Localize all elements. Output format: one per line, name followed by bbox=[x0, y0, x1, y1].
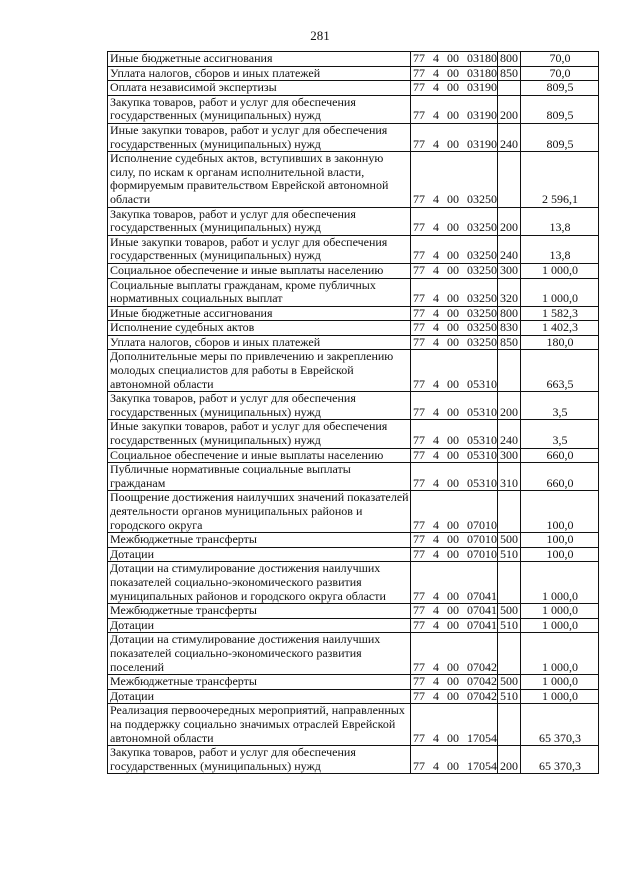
expense-name-cell: Публичные нормативные социальные выплаты гражданам bbox=[108, 463, 411, 491]
table-row bbox=[108, 547, 599, 562]
amount-cell: 660,0 bbox=[521, 448, 599, 463]
expense-type-cell: 850 bbox=[498, 66, 521, 81]
target-article-code-cell: 77 4 00 05310 bbox=[411, 448, 498, 463]
table-row bbox=[108, 392, 599, 420]
table-row bbox=[108, 746, 599, 774]
target-article-code-cell: 77 4 00 05310 bbox=[411, 420, 498, 448]
target-article-code-cell: 77 4 00 03180 bbox=[411, 52, 498, 67]
table-row bbox=[108, 533, 599, 548]
table-row bbox=[108, 321, 599, 336]
amount-cell: 13,8 bbox=[521, 207, 599, 235]
table-row bbox=[108, 81, 599, 96]
target-article-code-cell: 77 4 00 17054 bbox=[411, 704, 498, 746]
budget-table bbox=[107, 51, 599, 774]
expense-type-cell: 850 bbox=[498, 335, 521, 350]
amount-cell: 180,0 bbox=[521, 335, 599, 350]
table-row bbox=[108, 95, 599, 123]
expense-name-cell: Закупка товаров, работ и услуг для обеспечения государственных (муниципальных) нужд bbox=[108, 207, 411, 235]
amount-cell: 809,5 bbox=[521, 123, 599, 151]
target-article-code-cell: 77 4 00 03250 bbox=[411, 235, 498, 263]
amount-cell: 2 596,1 bbox=[521, 152, 599, 207]
table-row bbox=[108, 263, 599, 278]
table-row bbox=[108, 675, 599, 690]
expense-type-cell: 500 bbox=[498, 604, 521, 619]
expense-name-cell: Дополнительные меры по привлечению и закреплению молодых специалистов для работы в Еврейской автономной области bbox=[108, 350, 411, 392]
expense-name-cell: Социальное обеспечение и иные выплаты населению bbox=[108, 263, 411, 278]
table-row bbox=[108, 306, 599, 321]
expense-type-cell: 240 bbox=[498, 420, 521, 448]
expense-name-cell: Уплата налогов, сборов и иных платежей bbox=[108, 66, 411, 81]
expense-name-cell: Социальные выплаты гражданам, кроме публичных нормативных социальных выплат bbox=[108, 278, 411, 306]
expense-type-cell bbox=[498, 350, 521, 392]
expense-name-cell: Иные бюджетные ассигнования bbox=[108, 306, 411, 321]
expense-name-cell: Дотации bbox=[108, 618, 411, 633]
expense-name-cell: Дотации на стимулирование достижения наилучших показателей социально-экономического развития поселений bbox=[108, 633, 411, 675]
table-row bbox=[108, 704, 599, 746]
table-row bbox=[108, 66, 599, 81]
expense-name-cell: Социальное обеспечение и иные выплаты населению bbox=[108, 448, 411, 463]
target-article-code-cell: 77 4 00 07042 bbox=[411, 689, 498, 704]
amount-cell: 65 370,3 bbox=[521, 746, 599, 774]
expense-type-cell: 800 bbox=[498, 52, 521, 67]
target-article-code-cell: 77 4 00 07042 bbox=[411, 633, 498, 675]
table-row bbox=[108, 152, 599, 207]
expense-type-cell bbox=[498, 152, 521, 207]
table-row bbox=[108, 335, 599, 350]
target-article-code-cell: 77 4 00 03180 bbox=[411, 66, 498, 81]
expense-name-cell: Дотации bbox=[108, 689, 411, 704]
target-article-code-cell: 77 4 00 07041 bbox=[411, 604, 498, 619]
amount-cell: 100,0 bbox=[521, 547, 599, 562]
table-row bbox=[108, 618, 599, 633]
amount-cell: 1 000,0 bbox=[521, 689, 599, 704]
expense-type-cell: 510 bbox=[498, 689, 521, 704]
expense-name-cell: Исполнение судебных актов, вступивших в законную силу, по искам к органам исполнительной власти, формируемым правительством Еврейской автономной области bbox=[108, 152, 411, 207]
amount-cell: 1 000,0 bbox=[521, 278, 599, 306]
expense-name-cell: Закупка товаров, работ и услуг для обеспечения государственных (муниципальных) нужд bbox=[108, 392, 411, 420]
amount-cell: 660,0 bbox=[521, 463, 599, 491]
expense-type-cell: 320 bbox=[498, 278, 521, 306]
expense-type-cell bbox=[498, 633, 521, 675]
amount-cell: 3,5 bbox=[521, 392, 599, 420]
budget-table-body bbox=[108, 52, 599, 774]
amount-cell: 809,5 bbox=[521, 95, 599, 123]
amount-cell: 3,5 bbox=[521, 420, 599, 448]
table-row bbox=[108, 207, 599, 235]
target-article-code-cell: 77 4 00 07042 bbox=[411, 675, 498, 690]
expense-type-cell: 240 bbox=[498, 235, 521, 263]
amount-cell: 1 402,3 bbox=[521, 321, 599, 336]
expense-type-cell: 510 bbox=[498, 618, 521, 633]
table-row bbox=[108, 633, 599, 675]
expense-type-cell: 200 bbox=[498, 392, 521, 420]
target-article-code-cell: 77 4 00 07010 bbox=[411, 491, 498, 533]
expense-type-cell: 500 bbox=[498, 533, 521, 548]
expense-type-cell: 310 bbox=[498, 463, 521, 491]
table-row bbox=[108, 604, 599, 619]
expense-type-cell bbox=[498, 81, 521, 96]
amount-cell: 100,0 bbox=[521, 491, 599, 533]
target-article-code-cell: 77 4 00 05310 bbox=[411, 392, 498, 420]
expense-name-cell: Иные закупки товаров, работ и услуг для обеспечения государственных (муниципальных) нужд bbox=[108, 235, 411, 263]
expense-name-cell: Исполнение судебных актов bbox=[108, 321, 411, 336]
target-article-code-cell: 77 4 00 07041 bbox=[411, 562, 498, 604]
target-article-code-cell: 77 4 00 03250 bbox=[411, 152, 498, 207]
expense-type-cell: 800 bbox=[498, 306, 521, 321]
amount-cell: 663,5 bbox=[521, 350, 599, 392]
table-row bbox=[108, 689, 599, 704]
amount-cell: 70,0 bbox=[521, 52, 599, 67]
table-row bbox=[108, 235, 599, 263]
expense-type-cell: 200 bbox=[498, 746, 521, 774]
table-row bbox=[108, 350, 599, 392]
expense-name-cell: Реализация первоочередных мероприятий, направленных на поддержку социально значимых отраслей Еврейской автономной области bbox=[108, 704, 411, 746]
amount-cell: 13,8 bbox=[521, 235, 599, 263]
amount-cell: 70,0 bbox=[521, 66, 599, 81]
target-article-code-cell: 77 4 00 05310 bbox=[411, 463, 498, 491]
expense-type-cell: 830 bbox=[498, 321, 521, 336]
amount-cell: 1 000,0 bbox=[521, 675, 599, 690]
target-article-code-cell: 77 4 00 03190 bbox=[411, 81, 498, 96]
target-article-code-cell: 77 4 00 07010 bbox=[411, 533, 498, 548]
amount-cell: 100,0 bbox=[521, 533, 599, 548]
table-row bbox=[108, 463, 599, 491]
page-number: 281 bbox=[310, 28, 330, 43]
amount-cell: 1 000,0 bbox=[521, 263, 599, 278]
expense-name-cell: Межбюджетные трансферты bbox=[108, 604, 411, 619]
amount-cell: 1 582,3 bbox=[521, 306, 599, 321]
amount-cell: 1 000,0 bbox=[521, 618, 599, 633]
target-article-code-cell: 77 4 00 03250 bbox=[411, 321, 498, 336]
amount-cell: 809,5 bbox=[521, 81, 599, 96]
target-article-code-cell: 77 4 00 07041 bbox=[411, 618, 498, 633]
target-article-code-cell: 77 4 00 03250 bbox=[411, 278, 498, 306]
target-article-code-cell: 77 4 00 03190 bbox=[411, 123, 498, 151]
expense-type-cell: 200 bbox=[498, 95, 521, 123]
expense-name-cell: Дотации bbox=[108, 547, 411, 562]
target-article-code-cell: 77 4 00 03250 bbox=[411, 207, 498, 235]
table-row bbox=[108, 448, 599, 463]
expense-type-cell bbox=[498, 562, 521, 604]
expense-name-cell: Закупка товаров, работ и услуг для обеспечения государственных (муниципальных) нужд bbox=[108, 95, 411, 123]
expense-type-cell bbox=[498, 704, 521, 746]
table-row bbox=[108, 562, 599, 604]
expense-name-cell: Иные закупки товаров, работ и услуг для обеспечения государственных (муниципальных) нужд bbox=[108, 123, 411, 151]
target-article-code-cell: 77 4 00 03190 bbox=[411, 95, 498, 123]
expense-name-cell: Межбюджетные трансферты bbox=[108, 533, 411, 548]
expense-name-cell: Межбюджетные трансферты bbox=[108, 675, 411, 690]
table-row bbox=[108, 420, 599, 448]
table-row bbox=[108, 278, 599, 306]
expense-name-cell: Поощрение достижения наилучших значений показателей деятельности органов муниципальных районов и городского округа bbox=[108, 491, 411, 533]
target-article-code-cell: 77 4 00 03250 bbox=[411, 263, 498, 278]
expense-name-cell: Иные закупки товаров, работ и услуг для обеспечения государственных (муниципальных) нужд bbox=[108, 420, 411, 448]
expense-name-cell: Дотации на стимулирование достижения наилучших показателей социально-экономического развития муниципальных районов и городского округа области bbox=[108, 562, 411, 604]
target-article-code-cell: 77 4 00 03250 bbox=[411, 335, 498, 350]
table-row bbox=[108, 491, 599, 533]
expense-name-cell: Уплата налогов, сборов и иных платежей bbox=[108, 335, 411, 350]
expense-type-cell: 300 bbox=[498, 448, 521, 463]
amount-cell: 1 000,0 bbox=[521, 633, 599, 675]
expense-type-cell: 200 bbox=[498, 207, 521, 235]
expense-name-cell: Закупка товаров, работ и услуг для обеспечения государственных (муниципальных) нужд bbox=[108, 746, 411, 774]
expense-type-cell: 240 bbox=[498, 123, 521, 151]
target-article-code-cell: 77 4 00 07010 bbox=[411, 547, 498, 562]
expense-type-cell bbox=[498, 491, 521, 533]
expense-name-cell: Иные бюджетные ассигнования bbox=[108, 52, 411, 67]
target-article-code-cell: 77 4 00 03250 bbox=[411, 306, 498, 321]
expense-type-cell: 510 bbox=[498, 547, 521, 562]
expense-type-cell: 300 bbox=[498, 263, 521, 278]
table-row bbox=[108, 52, 599, 67]
target-article-code-cell: 77 4 00 17054 bbox=[411, 746, 498, 774]
amount-cell: 65 370,3 bbox=[521, 704, 599, 746]
expense-type-cell: 500 bbox=[498, 675, 521, 690]
amount-cell: 1 000,0 bbox=[521, 604, 599, 619]
table-row bbox=[108, 123, 599, 151]
target-article-code-cell: 77 4 00 05310 bbox=[411, 350, 498, 392]
expense-name-cell: Оплата независимой экспертизы bbox=[108, 81, 411, 96]
amount-cell: 1 000,0 bbox=[521, 562, 599, 604]
